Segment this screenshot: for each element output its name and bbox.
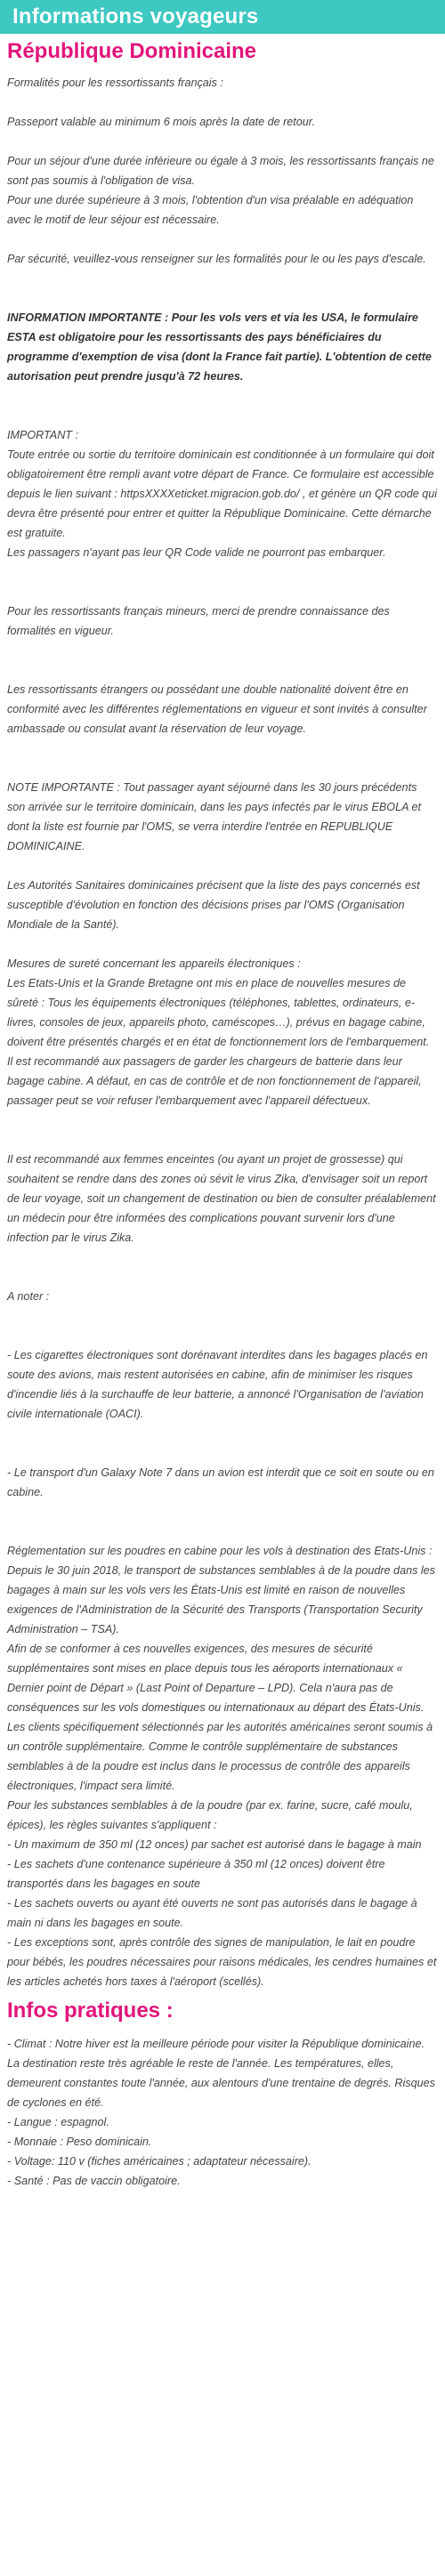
qr-code-paragraph: IMPORTANT : Toute entrée ou sortie du territoire dominicain est conditionnée à un formulaire qui doit obligatoirement être rempli avant votre départ de France. Ce formulaire est accessible depuis le lien suivant : httpsXXXXeticket.migracion.gob.do/ , et génère un QR code qui devra être présenté pour entrer et quitter la République Dominicaine. Cette démarche est gratuite. Les passagers n'ayant pas leur QR Code valide ne pourront pas embarquer.	[7, 429, 438, 559]
electronique-paragraph: Mesures de sureté concernant les appareils électroniques : Les Etats-Unis et la Grande Bretagne ont mis en place de nouvelles mesures de sûreté : Tous les équipements électroniques (téléphones, tablettes, ordinateurs, e-livres, consoles de jeux, appareils photo, caméscopes…), prévus en bagage cabine, doivent être présentés chargés et en état de fonctionnement lors de l'embarquement. Il est recommandé aux passagers de garder les chargeurs de batterie dans leur bagage cabine. A défaut, en cas de contrôle et de non fonctionnement de l'appareil, passager peut se voir refuser l'embarquement avec l'appareil défectueux.	[7, 957, 430, 1107]
zika-paragraph: Il est recommandé aux femmes enceintes (ou ayant un projet de grossesse) qui souhaitent se rendre dans des zones où sévit le virus Zika, d'envisager soit un report de leur voyage, soit un changement de destination ou bien de consulter préalablement un médecin pour être informées des complications pouvant survenir lors d'une infection par le virus Zika.	[7, 1153, 436, 1244]
a-noter-heading: A noter :	[7, 1290, 50, 1303]
header-bar	[0, 0, 445, 34]
galaxy-paragraph: - Le transport d'un Galaxy Note 7 dans un avion est interdit que ce soit en soute ou en cabine.	[7, 1466, 434, 1498]
main-content	[0, 34, 445, 2191]
etrangers-paragraph: Les ressortissants étrangers ou possédant une double nationalité doivent être en conformité avec les différentes réglementations en vigueur et sont invités à consulter ambassade ou consulat avant la réservation de leur voyage.	[7, 683, 427, 735]
passport-paragraph: Passeport valable au minimum 6 mois après la date de retour.	[7, 116, 316, 128]
page-title: Informations voyageurs	[12, 4, 259, 28]
cigarettes-paragraph: - Les cigarettes électroniques sont dorénavant interdites dans les bagages placés en soute des avions, mais restent autorisées en cabine, afin de minimiser les risques d'incendie liés à la surchauffe de leur batterie, a annoncé l'Organisation de l'aviation civile internationale (OACI).	[7, 1349, 428, 1420]
mineurs-paragraph: Pour les ressortissants français mineurs, merci de prendre connaissance des formalités en vigueur.	[7, 605, 390, 637]
infos-pratiques-list: - Climat : Notre hiver est la meilleure période pour visiter la République dominicaine. La destination reste très agréable le reste de l'année. Les températures, elles, demeurent constantes toute l'année, aux alentours d'une trentaine de degrés. Risques de cyclones en été. - Langue : espagnol. - Monnaie : Peso dominicain. - Voltage: 110 v (fiches américaines ; adaptateur nécessaire). - Santé : Pas de vaccin obligatoire.	[7, 2038, 435, 2187]
visa-paragraph: Pour un séjour d'une durée inférieure ou égale à 3 mois, les ressortissants français ne sont pas soumis à l'obligation de visa. Pour une durée supérieure à 3 mois, l'obtention d'un visa préalable en adéquation avec le motif de leur séjour est nécessaire.	[7, 155, 434, 226]
ebola-paragraph: NOTE IMPORTANTE : Tout passager ayant séjourné dans les 30 jours précédents son arrivée sur le territoire dominicain, dans les pays infectés par le virus EBOLA et dont la liste est fournie par l'OMS, se verra interdire l'entrée en REPUBLIQUE DOMINICAINE.	[7, 781, 422, 852]
poudres-paragraph: Réglementation sur les poudres en cabine pour les vols à destination des Etats-Unis : Depuis le 30 juin 2018, le transport de substances semblables à de la poudre dans les bagages à main sur les vols vers les États-Unis est limité en raison de nouvelles exigences de l'Administration de la Sécurité des Transports (Transportation Security Administration – TSA). Afin de se conformer à ces nouvelles exigences, des mesures de sécurité supplémentaires sont mises en place depuis tous les aéroports internationaux « Dernier point de Départ » (Last Point of Departure – LPD). Cela n'aura pas de conséquences sur les vols domestiques ou internationaux au départ des États-Unis. Les clients spécifiquement sélectionnés par les autorités américaines seront soumis à un contrôle supplémentaire. Comme le contrôle supplémentaire de substances semblables à de la poudre est inclus dans le processus de contrôle des appareils électroniques, l'impact sera limité. Pour les substances semblables à de la poudre (par ex. farine, sucre, café moulu, épices), les règles suivantes s'appliquent : - Un maximum de 350 ml (12 onces) par sachet est autorisé dans le bagage à main - Les sachets d'une contenance supérieure à 350 ml (12 onces) doivent être transportés dans les bagages en soute - Les sachets ouverts ou ayant été ouverts ne sont pas autorisés dans le bagage à main ni dans les bagages en soute. - Les exceptions sont, après contrôle des signes de manipulation, le lait en poudre pour bébés, les poudres nécessaires pour raisons médicales, les cendres humaines et les articles achetés hors taxes à l'aéroport (scellés).	[7, 1545, 437, 1988]
section-title-infos: Infos pratiques :	[7, 1999, 174, 2023]
escale-paragraph: Par sécurité, veuillez-vous renseigner sur les formalités pour le ou les pays d'escale.	[7, 253, 426, 265]
section-title-republique: République Dominicaine	[7, 39, 257, 63]
formalites-heading: Formalités pour les ressortissants français :	[7, 77, 223, 89]
oms-paragraph: Les Autorités Sanitaires dominicaines précisent que la liste des pays concernés est susceptible d'évolution en fonction des décisions prises par l'OMS (Organisation Mondiale de la Santé).	[7, 879, 420, 931]
esta-paragraph: INFORMATION IMPORTANTE : Pour les vols vers et via les USA, le formulaire ESTA est obligatoire pour les ressortissants des pays bénéficiaires du programme d'exemption de visa (dont la France fait partie). L'obtention de cette autorisation peut prendre jusqu'à 72 heures.	[7, 311, 432, 383]
